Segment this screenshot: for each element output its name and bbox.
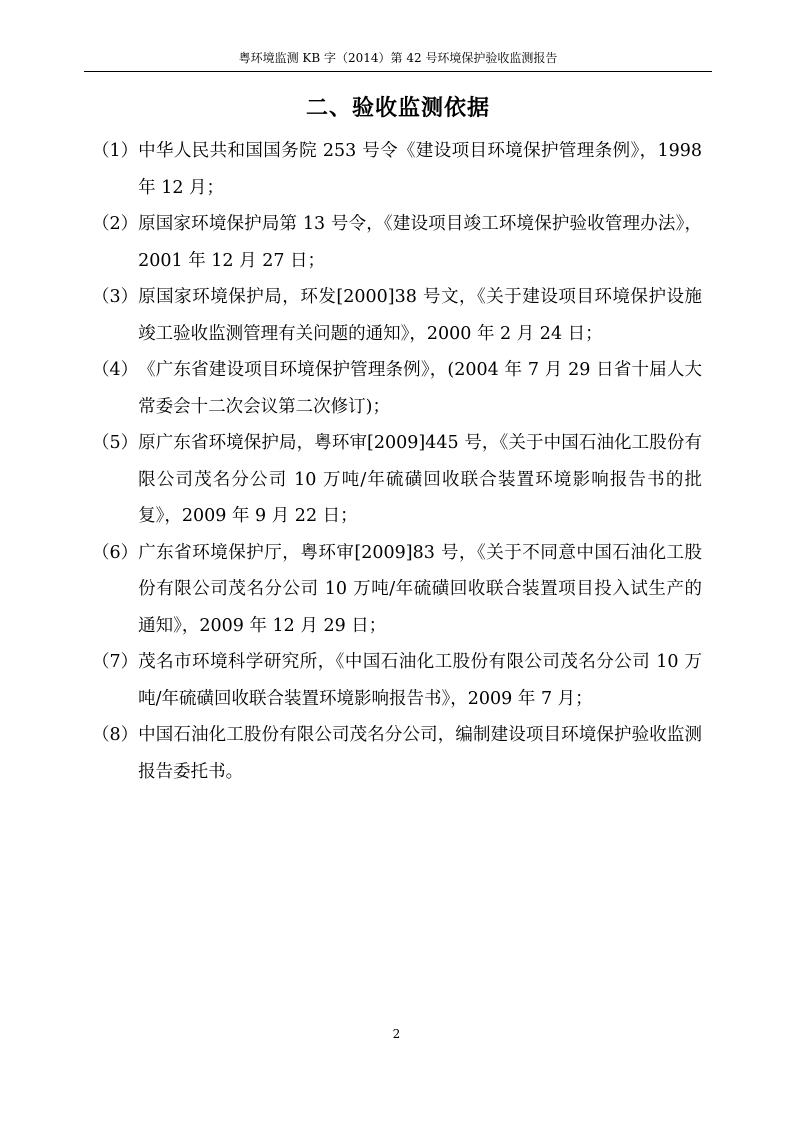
list-item: [92, 352, 702, 425]
list-item-number: （4）: [92, 360, 139, 380]
basis-list: [92, 133, 702, 790]
list-item-text: 《广东省建设项目环境保护管理条例》，(2004 年 7 月 29 日省十届人大常委会十二次会议第二次修订)；: [138, 360, 702, 417]
header-rule: [84, 71, 712, 72]
list-item-number: （6）: [92, 542, 139, 563]
list-item: [92, 535, 702, 645]
list-item: [92, 206, 702, 279]
list-item-text: 原广东省环境保护局，粤环审[2009]445 号，《关于中国石油化工股份有限公司茂名分公司 10 万吨/年硫磺回收联合装置环境影响报告书的批复》，2009 年 9 月 22 日；: [138, 433, 702, 526]
list-item-number: （7）: [92, 652, 139, 672]
list-item-number: （1）: [92, 141, 139, 161]
list-item: [92, 279, 702, 352]
list-item: [92, 133, 702, 206]
page-number: 2: [392, 1027, 401, 1041]
list-item: [92, 644, 702, 717]
list-item: [92, 717, 702, 790]
list-item-text: 广东省环境保护厅，粤环审[2009]83 号，《关于不同意中国石油化工股份有限公司茂名分公司 10 万吨/年硫磺回收联合装置项目投入试生产的通知》，2009 年 12 月 29 日；: [138, 542, 702, 636]
list-item-text: 原国家环境保护局第 13 号令，《建设项目竣工环境保护验收管理办法》，2001 年 12 月 27 日；: [138, 214, 702, 271]
list-item-text: 中华人民共和国国务院 253 号令《建设项目环境保护管理条例》，1998 年 12 月；: [138, 141, 702, 198]
list-item-text: 原国家环境保护局，环发[2000]38 号文，《关于建设项目环境保护设施竣工验收监测管理有关问题的通知》，2000 年 2 月 24 日；: [138, 287, 702, 344]
list-item: [92, 425, 702, 535]
list-item-text: 中国石油化工股份有限公司茂名分公司，编制建设项目环境保护验收监测报告委托书。: [138, 725, 702, 782]
list-item-number: （2）: [92, 214, 139, 234]
running-header: 粤环境监测 KB 字（2014）第 42 号环境保护验收监测报告: [238, 51, 558, 65]
list-item-number: （5）: [92, 433, 139, 453]
list-item-number: （8）: [92, 725, 139, 745]
list-item-text: 茂名市环境科学研究所，《中国石油化工股份有限公司茂名分公司 10 万吨/年硫磺回收联合装置环境影响报告书》，2009 年 7 月；: [138, 652, 702, 709]
section-title: 二、验收监测依据: [305, 96, 490, 121]
list-item-number: （3）: [92, 287, 139, 307]
